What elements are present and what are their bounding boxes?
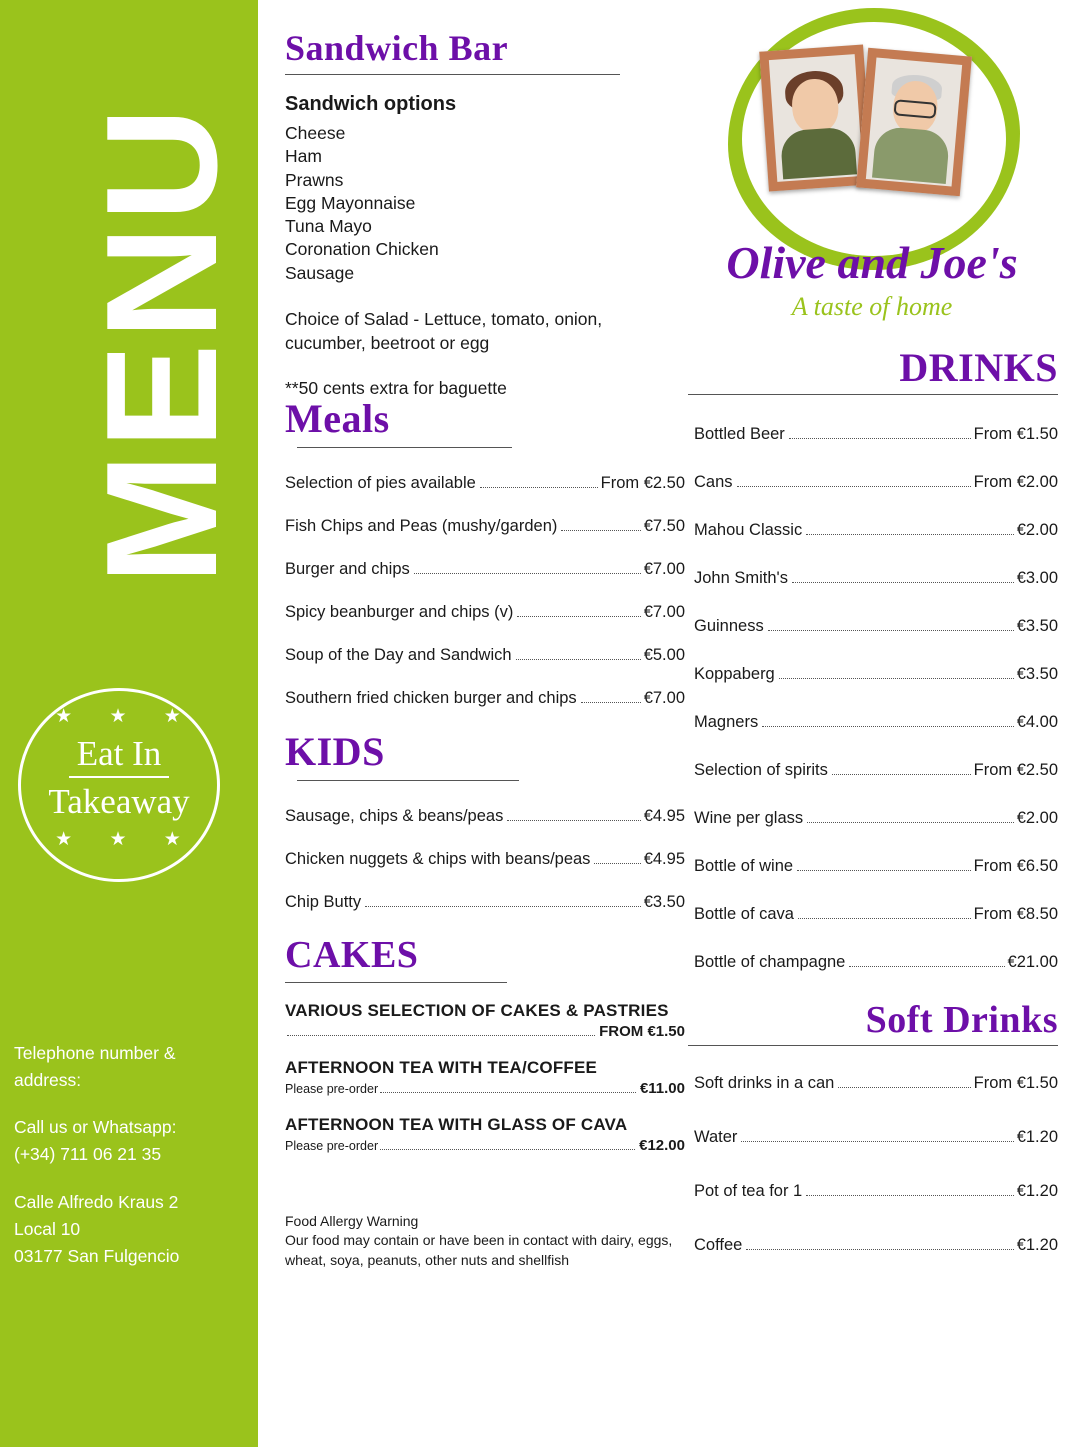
item-price: €3.50 [1016,617,1058,635]
dot-leader [792,582,1014,583]
salad-choice-note: Choice of Salad - Lettuce, tomato, onion, cucumber, beetroot or egg [285,308,603,354]
item-label: VARIOUS SELECTION OF CAKES & PASTRIES [285,1000,669,1020]
list-item: Ham [285,146,322,167]
item-label: Pot of tea for 1 [694,1182,803,1200]
item-price: €3.50 [643,892,685,911]
sidebar [0,0,258,1447]
dot-leader [789,438,971,439]
dot-leader [380,1149,635,1150]
contact-address-line-2: Local 10 [14,1218,81,1239]
cake-price-row [285,1080,685,1097]
kids-list [285,807,685,912]
item-subtext: Please pre-order [285,1081,379,1096]
list-item: Tuna Mayo [285,216,372,237]
item-label: Southern fried chicken burger and chips [285,688,577,707]
list-item [285,517,685,536]
item-label: Soft drinks in a can [694,1074,835,1092]
list-item [285,603,685,622]
item-label: Wine per glass [694,809,804,827]
item-price: FROM €1.50 [599,1022,685,1040]
list-item: Cheese [285,123,346,143]
item-subtext: Please pre-order [285,1138,379,1153]
item-price: €2.00 [1016,809,1058,827]
drinks-list [688,425,1058,972]
list-item: Prawns [285,169,344,190]
contact-call-line: Call us or Whatsapp: [14,1117,177,1138]
list-item [694,569,1058,588]
item-label: Selection of spirits [694,761,828,779]
stamp-takeaway-label: Takeaway [48,782,190,821]
item-price: €7.00 [643,602,685,621]
list-item [285,850,685,869]
kids-divider [297,780,519,781]
item-label: AFTERNOON TEA WITH TEA/COFFEE [285,1057,598,1077]
item-price: From €2.00 [973,473,1058,491]
dot-leader [779,678,1014,679]
item-price: From €2.50 [973,761,1058,779]
dot-leader [414,573,641,574]
baguette-note: **50 cents extra for baguette [285,377,507,398]
item-price: €3.00 [1016,569,1058,587]
eat-in-takeaway-stamp [18,688,220,882]
item-label: Spicy beanburger and chips (v) [285,602,514,621]
portrait-frame-olive [759,45,873,192]
menu-wordmark: MENU [74,103,250,585]
portrait-body [872,126,950,184]
item-label: Sausage, chips & beans/peas [285,806,504,825]
dot-leader [380,1092,636,1093]
meals-title: Meals [285,395,390,441]
right-column [688,0,1058,1290]
list-item [285,474,685,493]
item-label: AFTERNOON TEA WITH GLASS OF CAVA [285,1114,628,1134]
dot-leader [768,630,1014,631]
dot-leader [741,1141,1013,1142]
list-item [285,560,685,579]
item-price: €2.00 [1016,521,1058,539]
soft-drinks-list [688,1074,1058,1255]
item-price: From €8.50 [973,905,1058,923]
item-price: €1.20 [1016,1182,1058,1200]
list-item: Egg Mayonnaise [285,192,416,213]
stamp-eat-in-label: Eat In [69,734,170,778]
list-item [694,761,1058,780]
list-item [694,713,1058,732]
list-item [285,689,685,708]
meals-list [285,474,685,708]
item-price: From €2.50 [600,473,685,492]
soft-drinks-title: Soft Drinks [865,999,1058,1041]
list-item [694,617,1058,636]
item-price: €7.00 [643,559,685,578]
list-item [694,1236,1058,1255]
drinks-title: DRINKS [899,345,1058,390]
sandwich-bar-title: Sandwich Bar [285,28,509,68]
item-label: Bottle of champagne [694,953,846,971]
item-label: Magners [694,713,759,731]
left-column [285,0,685,1271]
dot-leader [807,822,1014,823]
contact-block [14,1040,244,1290]
dot-leader [797,870,971,871]
list-item [694,1182,1058,1201]
list-item [285,1115,685,1154]
item-label: Burger and chips [285,559,410,578]
dot-leader [838,1087,970,1088]
list-item [285,807,685,826]
sandwich-options-heading: Sandwich options [285,93,457,115]
stamp-stars-bottom: ★ ★ ★ [55,829,197,850]
item-label: Koppaberg [694,665,775,683]
cakes-divider [285,982,507,983]
item-label: Selection of pies available [285,473,476,492]
item-label: Mahou Classic [694,521,803,539]
contact-heading: Telephone number & address: [14,1043,176,1091]
list-item [694,809,1058,828]
dot-leader [480,487,598,488]
dot-leader [762,726,1014,727]
item-label: Guinness [694,617,764,635]
contact-address-line-3: 03177 San Fulgencio [14,1245,180,1266]
list-item [694,1074,1058,1093]
list-item [694,905,1058,924]
logo [692,0,1052,348]
dot-leader [516,659,641,660]
item-price: €4.00 [1016,713,1058,731]
allergy-warning [285,1212,685,1271]
soft-drinks-divider [688,1045,1058,1046]
item-price: €4.95 [643,849,685,868]
dot-leader [365,906,641,907]
cakes-title: CAKES [285,933,419,976]
allergy-text: Our food may contain or have been in contact with dairy, eggs, wheat, soya, peanuts, other nuts and shellfish [285,1232,673,1269]
item-label: Soup of the Day and Sandwich [285,645,512,664]
item-price: €21.00 [1007,953,1058,971]
list-item [285,1058,685,1097]
item-label: Bottled Beer [694,425,785,443]
meals-divider [297,447,512,448]
item-label: Fish Chips and Peas (mushy/garden) [285,516,558,535]
item-label: Water [694,1128,738,1146]
list-item [694,521,1058,540]
logo-name: Olive and Joe's [726,237,1018,288]
item-price: €1.20 [1016,1128,1058,1146]
item-label: Cans [694,473,733,491]
item-price: From €1.50 [973,425,1058,443]
list-item [694,857,1058,876]
portrait-body [780,126,857,179]
item-price: €5.00 [643,645,685,664]
menu-body [258,0,1068,1447]
item-price: €7.00 [643,688,685,707]
dot-leader [849,966,1004,967]
kids-title: KIDS [285,728,385,774]
sandwich-options-list [285,122,685,285]
list-item [285,646,685,665]
dot-leader [746,1249,1013,1250]
portrait-frame-joe [856,48,972,197]
stamp-stars-top: ★ ★ ★ [55,706,197,727]
item-price: €3.50 [1016,665,1058,683]
dot-leader [561,530,640,531]
item-price: €11.00 [639,1079,685,1097]
logo-tagline: A taste of home [791,292,953,321]
item-label: Coffee [694,1236,743,1254]
item-price: €12.00 [639,1136,685,1154]
list-item [694,665,1058,684]
item-price: €7.50 [643,516,685,535]
item-price: €4.95 [643,806,685,825]
item-price: From €1.50 [973,1074,1058,1092]
item-label: John Smith's [694,569,788,587]
allergy-heading: Food Allergy Warning [285,1212,419,1229]
dot-leader [581,702,641,703]
dot-leader [806,534,1013,535]
item-label: Bottle of wine [694,857,794,875]
cake-price-row [285,1023,685,1040]
item-label: Bottle of cava [694,905,794,923]
list-item: Coronation Chicken [285,239,439,260]
contact-phone[interactable]: (+34) 711 06 21 35 [14,1144,162,1165]
list-item [694,1128,1058,1147]
drinks-divider [688,394,1058,395]
dot-leader [737,486,971,487]
contact-address-line-1: Calle Alfredo Kraus 2 [14,1191,179,1212]
item-label: Chicken nuggets & chips with beans/peas [285,849,591,868]
item-price: €1.20 [1016,1236,1058,1254]
dot-leader [594,863,640,864]
dot-leader [517,616,640,617]
item-label: Chip Butty [285,892,362,911]
cake-price-row [285,1137,685,1154]
dot-leader [287,1035,595,1036]
list-item [694,473,1058,492]
dot-leader [806,1195,1013,1196]
dot-leader [798,918,971,919]
list-item [285,893,685,912]
sandwich-bar-divider [285,74,620,75]
dot-leader [832,774,971,775]
list-item [285,1001,685,1040]
item-price: From €6.50 [973,857,1058,875]
list-item [694,953,1058,972]
dot-leader [507,820,640,821]
list-item [694,425,1058,444]
list-item: Sausage [285,262,355,283]
